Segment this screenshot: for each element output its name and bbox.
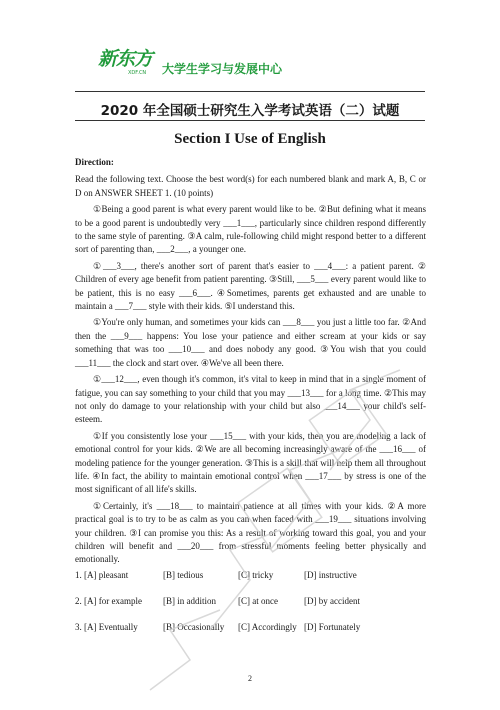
paragraph-1: ①Being a good parent is what every parent would like to be. ②But defining what it means to be a good parent is undoubtedly very ___1___, particularly since children respond differently to the same style of parenting. ③A calm, rule-following child might respond better to a different sort of parenting than, ___2___, a younger one. xyxy=(75,204,426,255)
choice-option: [C] tricky xyxy=(238,570,274,580)
logo-sub: XDF.CN xyxy=(128,70,147,76)
choice-row xyxy=(75,622,394,648)
choice-option: [C] Accordingly xyxy=(238,622,297,632)
paragraph-2: ①___3___, there's another sort of parent that's easier to ___4___: a patient parent. ② Children of every age benefit from patient parenting. ③Still, ___5___ every parent would like to be patient, this is no easy ___6___. ④Sometimes, parents get exhausted and are unable to maintain a ___7___ style with their kids. ⑤I understand this. xyxy=(75,260,426,312)
choice-option: [D] by accident xyxy=(304,596,360,606)
choice-option: [D] Fortunately xyxy=(304,622,361,632)
direction-label: Direction: xyxy=(75,157,114,167)
answer-choices xyxy=(75,570,394,648)
choice-row xyxy=(75,570,394,596)
passage xyxy=(75,156,426,570)
direction-text: Read the following text. Choose the best word(s) for each numbered blank and mark A, B, C or D on ANSWER SHEET 1. (10 points) xyxy=(75,174,426,198)
header xyxy=(98,48,282,80)
section-heading: Section I Use of English xyxy=(174,131,326,147)
choice-option: [D] instructive xyxy=(304,570,357,580)
exam-title: 2020 年全国硕士研究生入学考试英语（二）试题 xyxy=(100,103,400,119)
paragraph-4: ①___12___, even though it's common, it's vital to keep in mind that in a single moment of fatigue, you can say something to your child that you may ___13___ for a long time. ②This may not only do damage to your relationship with your child but also ___14___ your child's self-esteem. xyxy=(75,374,426,425)
choice-row xyxy=(75,596,394,622)
choice-option: [B] tedious xyxy=(163,570,204,580)
paragraph-3: ①You're only human, and sometimes your kids can ___8___ you just a little too far. ②And then the ___9___ happens: You lose your patience and either scream at your kids or say something that was too ___10___ and does nobody any good. ③You wish that you could ___11___ the clock and start over. ④We've all been there. xyxy=(75,317,426,368)
title-divider xyxy=(75,120,425,121)
choice-option: 2. [A] for example xyxy=(75,596,142,606)
choice-option: [C] at once xyxy=(238,596,278,606)
top-divider xyxy=(75,91,425,92)
xdf-logo xyxy=(98,48,156,80)
choice-option: [B] Occasionally xyxy=(163,622,225,632)
paragraph-6: ①Certainly, it's ___18___ to maintain patience at all times with your kids. ②A more practical goal is to try to be as calm as you can when faced with ___19___ situations involving your children. ③I can promise you this: As a result of working toward this goal, you and your children will benefit and ___20___ from stressful moments feeling better physically and emotionally. xyxy=(75,500,426,565)
choice-option: [B] in addition xyxy=(163,596,216,606)
choice-option: 3. [A] Eventually xyxy=(75,622,138,632)
brand-name: 大学生学习与发展中心 xyxy=(162,62,283,76)
choice-option: 1. [A] pleasant xyxy=(75,570,129,580)
logo-text: 新东方 xyxy=(98,48,153,70)
page-number: 2 xyxy=(248,674,252,683)
paragraph-5: ①If you consistently lose your ___15___ with your kids, then you are modeling a lack of emotional control for your kids. ②We are all becoming increasingly aware of the ___16___ of modeling patience for the younger generation. ③This is a skill that will help them all throughout life. ④In fact, the ability to maintain emotional control when ___17___ by stress is one of the most significant of all life's skills. xyxy=(75,430,426,495)
